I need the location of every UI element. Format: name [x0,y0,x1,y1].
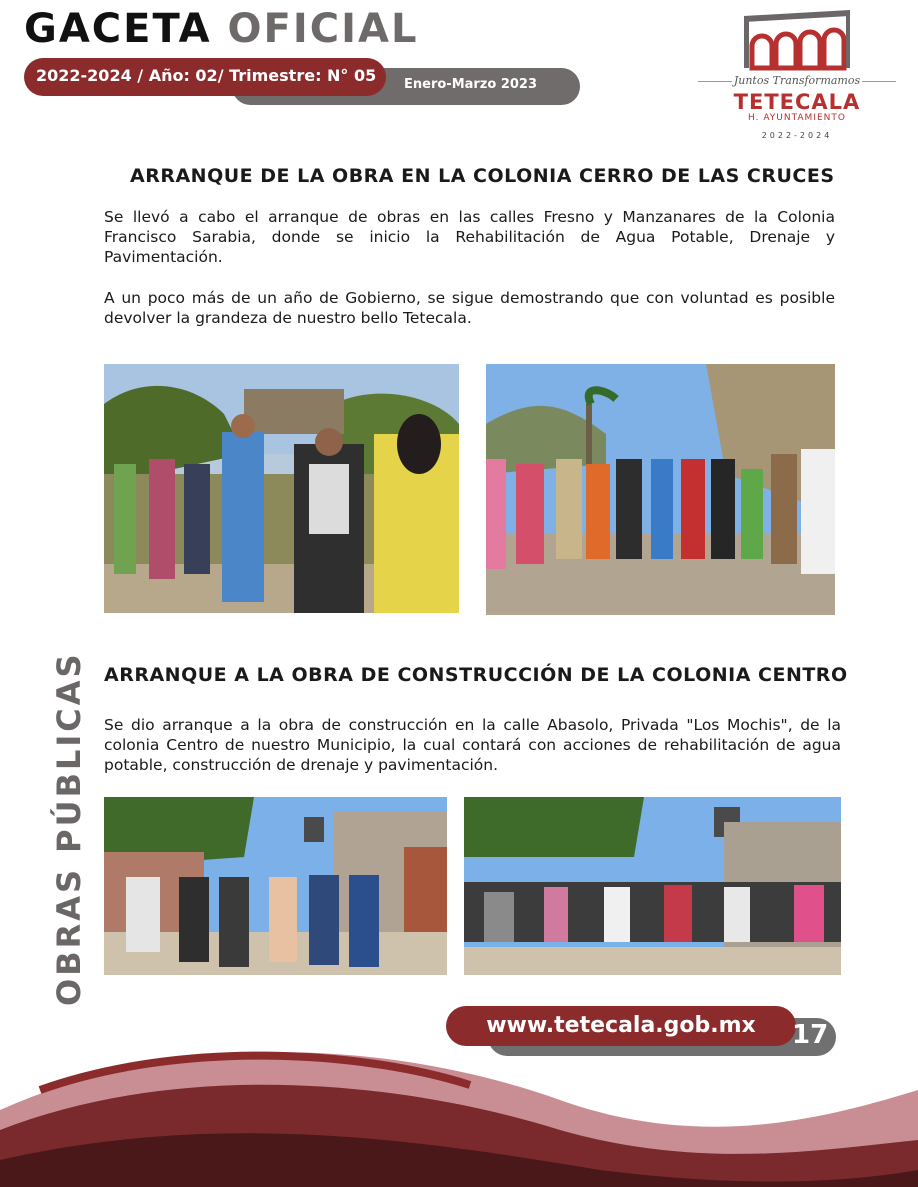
section1-paragraph-2: A un poco más de un año de Gobierno, se sigue demostrando que con voluntad es posible devolver la grandeza de nuestro bello Tetecala. [104,289,835,327]
title-grey: OFICIAL [227,6,419,52]
photo-colonia-centro-1 [104,797,447,975]
section2-heading: ARRANQUE A LA OBRA DE CONSTRUCCIÓN DE LA COLONIA CENTRO [104,664,848,686]
arches-logo-icon [694,10,900,72]
section1-heading: ARRANQUE DE LA OBRA EN LA COLONIA CERRO DE LAS CRUCES [130,165,835,187]
page-number: 17 [792,1020,829,1050]
side-label [24,651,114,1010]
photo-cerro-cruces-1 [104,364,459,613]
logo-subtitle: H. AYUNTAMIENTO [748,113,846,123]
logo-years: 2022-2024 [761,131,833,140]
side-label-text: OBRAS PÚBLICAS [50,651,88,1006]
section2-paragraph-1: Se dio arranque a la obra de construcción en la calle Abasolo, Privada "Los Mochis", de la colonia Centro de nuestro Municipio, la cual contará con acciones de rehabilitación de agua potable, construcción de drenaje y pavimentación. [104,716,841,774]
issue-text: 2022-2024 / Año: 02/ Trimestre: N° 05 [36,66,377,85]
website-pill [446,1006,796,1046]
logo-name: TETECALA [733,90,861,114]
photo-colonia-centro-2 [464,797,841,975]
photo-cerro-cruces-2 [486,364,835,615]
tetecala-logo [694,10,900,142]
website-url: www.tetecala.gob.mx [486,1013,756,1038]
gazette-title [24,6,418,52]
section1-paragraph-1: Se llevó a cabo el arranque de obras en las calles Fresno y Manzanares de la Colonia Francisco Sarabia, donde se inicio la Rehabilitación de Agua Potable, Drenaje y Pavimentación. [104,208,835,266]
title-dark: GACETA [24,6,212,52]
period-text: Enero-Marzo 2023 [404,77,538,92]
logo-slogan: Juntos Transformamos [733,74,861,87]
issue-pill [24,58,386,96]
